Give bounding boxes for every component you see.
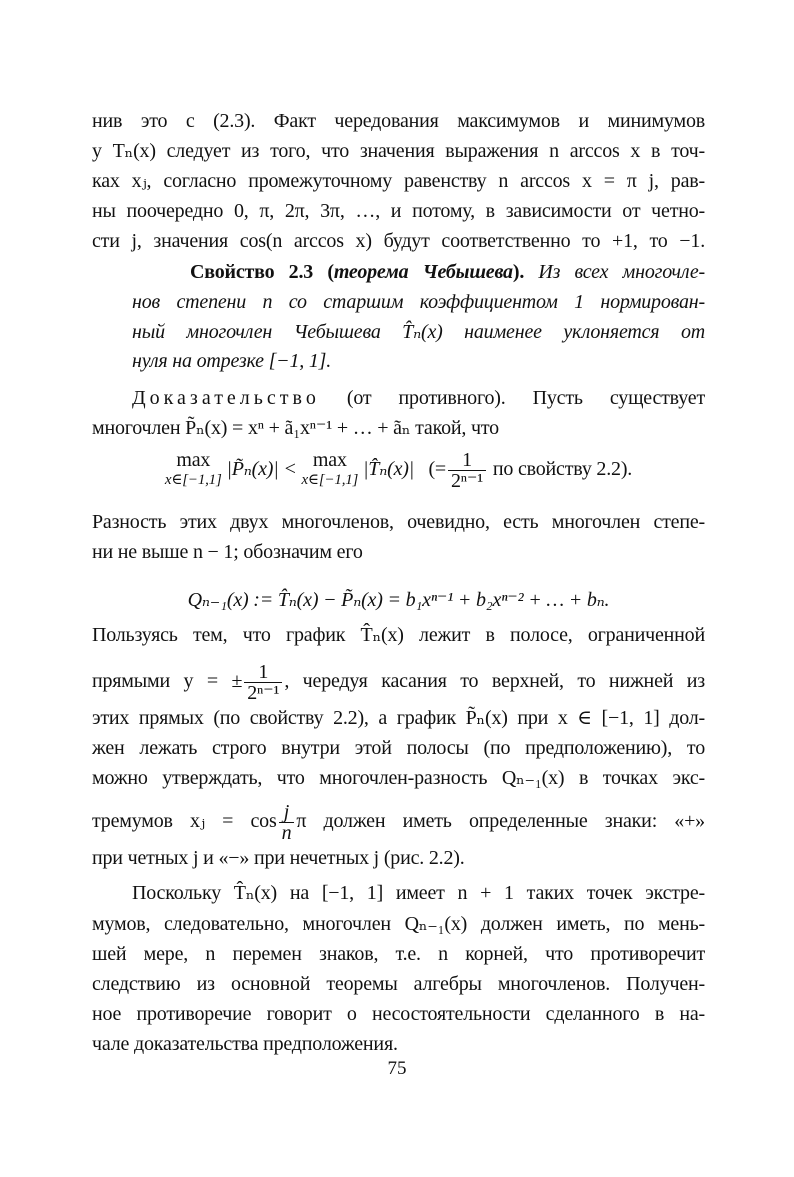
text: прямыми y = ± — [92, 670, 243, 693]
property-line: нов степени n со старшим коэффициентом 1 нормирован- — [132, 291, 705, 313]
text: тремумов xⱼ = cos — [92, 810, 277, 833]
text-line: Поскольку T̂ₙ(x) на [−1, 1] имеет n + 1 таких точек экстре- — [132, 882, 705, 904]
formula-right: |T̂ₙ(x)| — [363, 458, 415, 481]
max-operator — [301, 450, 358, 490]
property-label: Свойство 2.3 ( — [190, 261, 334, 283]
max-domain: x∈[−1,1] — [164, 472, 222, 488]
numerator: j — [279, 802, 295, 823]
denominator: n — [281, 822, 292, 844]
text-line: жен лежать строго внутри этой полосы (по предположению), то — [92, 737, 705, 759]
text-line: ках xⱼ, согласно промежуточному равенству n arccos x = π j, рав- — [92, 170, 705, 192]
max-domain: x∈[−1,1] — [301, 472, 359, 488]
max-label: max — [312, 449, 347, 471]
text-line: можно утверждать, что многочлен-разность Qₙ₋₁(x) в точках экс- — [92, 767, 705, 789]
fraction — [244, 662, 282, 703]
text: π должен иметь определенные знаки: «+» — [296, 810, 705, 833]
text-line: многочлен P̃ₙ(x) = xⁿ + ã₁xⁿ⁻¹ + … + ãₙ такой, что — [92, 417, 499, 439]
text-line: следствию из основной теоремы алгебры многочленов. Получен- — [92, 973, 705, 995]
text-line: у Tₙ(x) следует из того, что значения выражения n arccos x в точ- — [92, 140, 705, 162]
max-operator — [165, 450, 222, 490]
denominator: 2ⁿ⁻¹ — [247, 682, 280, 704]
text-line-fraction — [92, 802, 705, 843]
proof-word: Доказательство — [132, 387, 320, 409]
property-label-end: ). — [512, 261, 525, 283]
text-line: сти j, значения cos(n arccos x) будут соответственно то +1, то −1. — [92, 230, 705, 252]
text-line: этих прямых (по свойству 2.2), а график P̃ₙ(x) при x ∈ [−1, 1] дол- — [92, 707, 705, 729]
text-line: нив это с (2.3). Факт чередования максимумов и минимумов — [92, 110, 705, 132]
formula-tail: по свойству 2.2). — [492, 458, 633, 481]
property-name: теорема Чебышева — [333, 261, 513, 283]
text: (от противного). Пусть существует — [319, 387, 705, 409]
property-heading — [190, 260, 705, 284]
numerator: 1 — [244, 662, 282, 683]
formula-difference: Qₙ₋₁(x) := T̂ₙ(x) − P̃ₙ(x) = b₁xⁿ⁻¹ + b₂xⁿ⁻² + … + bₙ. — [187, 589, 610, 611]
formula-max — [92, 450, 705, 491]
property-line: нуля на отрезке [−1, 1]. — [132, 350, 332, 372]
formula-left: |P̃ₙ(x)| < — [226, 458, 297, 481]
formula-open: (= — [428, 458, 446, 481]
text-line: шей мере, n перемен знаков, т.е. n корней, что противоречит — [92, 943, 705, 965]
property-text: Из всех многочле- — [524, 261, 706, 283]
text-line: ное противоречие говорит о несостоятельности сделанного в на- — [92, 1003, 705, 1025]
text-line: мумов, следовательно, многочлен Qₙ₋₁(x) должен иметь, по мень- — [92, 913, 705, 935]
proof-start — [92, 386, 705, 410]
text-line-fraction — [92, 662, 705, 703]
text: , чередуя касания то верхней, то нижней из — [284, 670, 705, 693]
fraction — [279, 802, 295, 843]
text-line: Пользуясь тем, что график T̂ₙ(x) лежит в полосе, ограниченной — [92, 624, 705, 646]
text-line: при четных j и «−» при нечетных j (рис. 2.2). — [92, 847, 465, 869]
page-number: 75 — [387, 1058, 407, 1079]
max-label: max — [176, 449, 211, 471]
text-line: чале доказательства предположения. — [92, 1033, 398, 1055]
denominator: 2ⁿ⁻¹ — [450, 470, 484, 492]
text-line: ны поочередно 0, π, 2π, 3π, …, и потому, в зависимости от четно- — [92, 200, 705, 222]
text-line: Разность этих двух многочленов, очевидно, есть многочлен степе- — [92, 511, 705, 533]
numerator: 1 — [448, 450, 486, 471]
text-line: ни не выше n − 1; обозначим его — [92, 541, 363, 563]
property-line: ный многочлен Чебышева T̂ₙ(x) наименее уклоняется от — [132, 321, 705, 343]
fraction — [448, 450, 486, 491]
